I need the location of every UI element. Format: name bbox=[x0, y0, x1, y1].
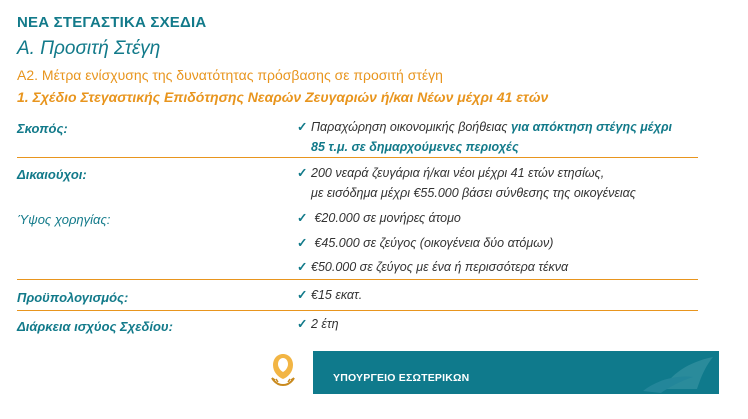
check-icon: ✓ bbox=[297, 166, 308, 180]
budget-label: Προϋπολογισμός: bbox=[17, 290, 129, 305]
beneficiaries-line-1: ✓ 200 νεαρά ζευγάρια ή/και νέοι μέχρι 41 ετών ετησίως, bbox=[297, 163, 636, 183]
grant-item-2: ✓ €45.000 σε ζεύγος (οικογένεια δύο ατόμων) bbox=[297, 233, 553, 253]
duration-label: Διάρκεια ισχύος Σχεδίου: bbox=[17, 319, 173, 334]
purpose-line-1: ✓ Παραχώρηση οικονομικής βοήθειας για απόκτηση στέγης μέχρι bbox=[297, 117, 672, 137]
coat-of-arms-icon bbox=[266, 350, 300, 388]
beneficiaries-line-2: με εισόδημα μέχρι €55.000 βάσει σύνθεσης της οικογένειας bbox=[311, 186, 636, 200]
grant-item-1: ✓ €20.000 σε μονήρες άτομο bbox=[297, 208, 461, 228]
section-heading: Α. Προσιτή Στέγη bbox=[17, 38, 161, 59]
row-divider bbox=[17, 310, 698, 311]
check-icon: ✓ bbox=[297, 288, 308, 302]
ministry-name: ΥΠΟΥΡΓΕΙΟ ΕΣΩΤΕΡΙΚΩΝ bbox=[333, 372, 470, 384]
purpose-label: Σκοπός: bbox=[17, 121, 68, 136]
budget-value: ✓ €15 εκατ. bbox=[297, 285, 362, 305]
purpose-value bbox=[297, 117, 672, 157]
scheme-title: 1. Σχέδιο Στεγαστικής Επιδότησης Νεαρών Ζευγαριών ή/και Νέων μέχρι 41 ετών bbox=[17, 89, 549, 105]
row-divider bbox=[17, 157, 698, 158]
row-divider bbox=[17, 279, 698, 280]
purpose-line-2: 85 τ.μ. σε δημαρχούμενες περιοχές bbox=[311, 140, 519, 154]
check-icon: ✓ bbox=[297, 236, 308, 250]
grant-label: Ύψος χορηγίας: bbox=[17, 212, 111, 227]
grant-item-3: ✓ €50.000 σε ζεύγος με ένα ή περισσότερα τέκνα bbox=[297, 257, 568, 277]
check-icon: ✓ bbox=[297, 260, 308, 274]
beneficiaries-value bbox=[297, 163, 636, 203]
check-icon: ✓ bbox=[297, 211, 308, 225]
check-icon: ✓ bbox=[297, 317, 308, 331]
duration-value: ✓ 2 έτη bbox=[297, 314, 339, 334]
top-title: ΝΕΑ ΣΤΕΓΑΣΤΙΚΑ ΣΧΕΔΙΑ bbox=[17, 14, 207, 31]
check-icon: ✓ bbox=[297, 120, 308, 134]
beneficiaries-label: Δικαιούχοι: bbox=[17, 167, 87, 182]
subsection-heading: Α2. Μέτρα ενίσχυσης της δυνατότητας πρόσβασης σε προσιτή στέγη bbox=[17, 67, 443, 83]
